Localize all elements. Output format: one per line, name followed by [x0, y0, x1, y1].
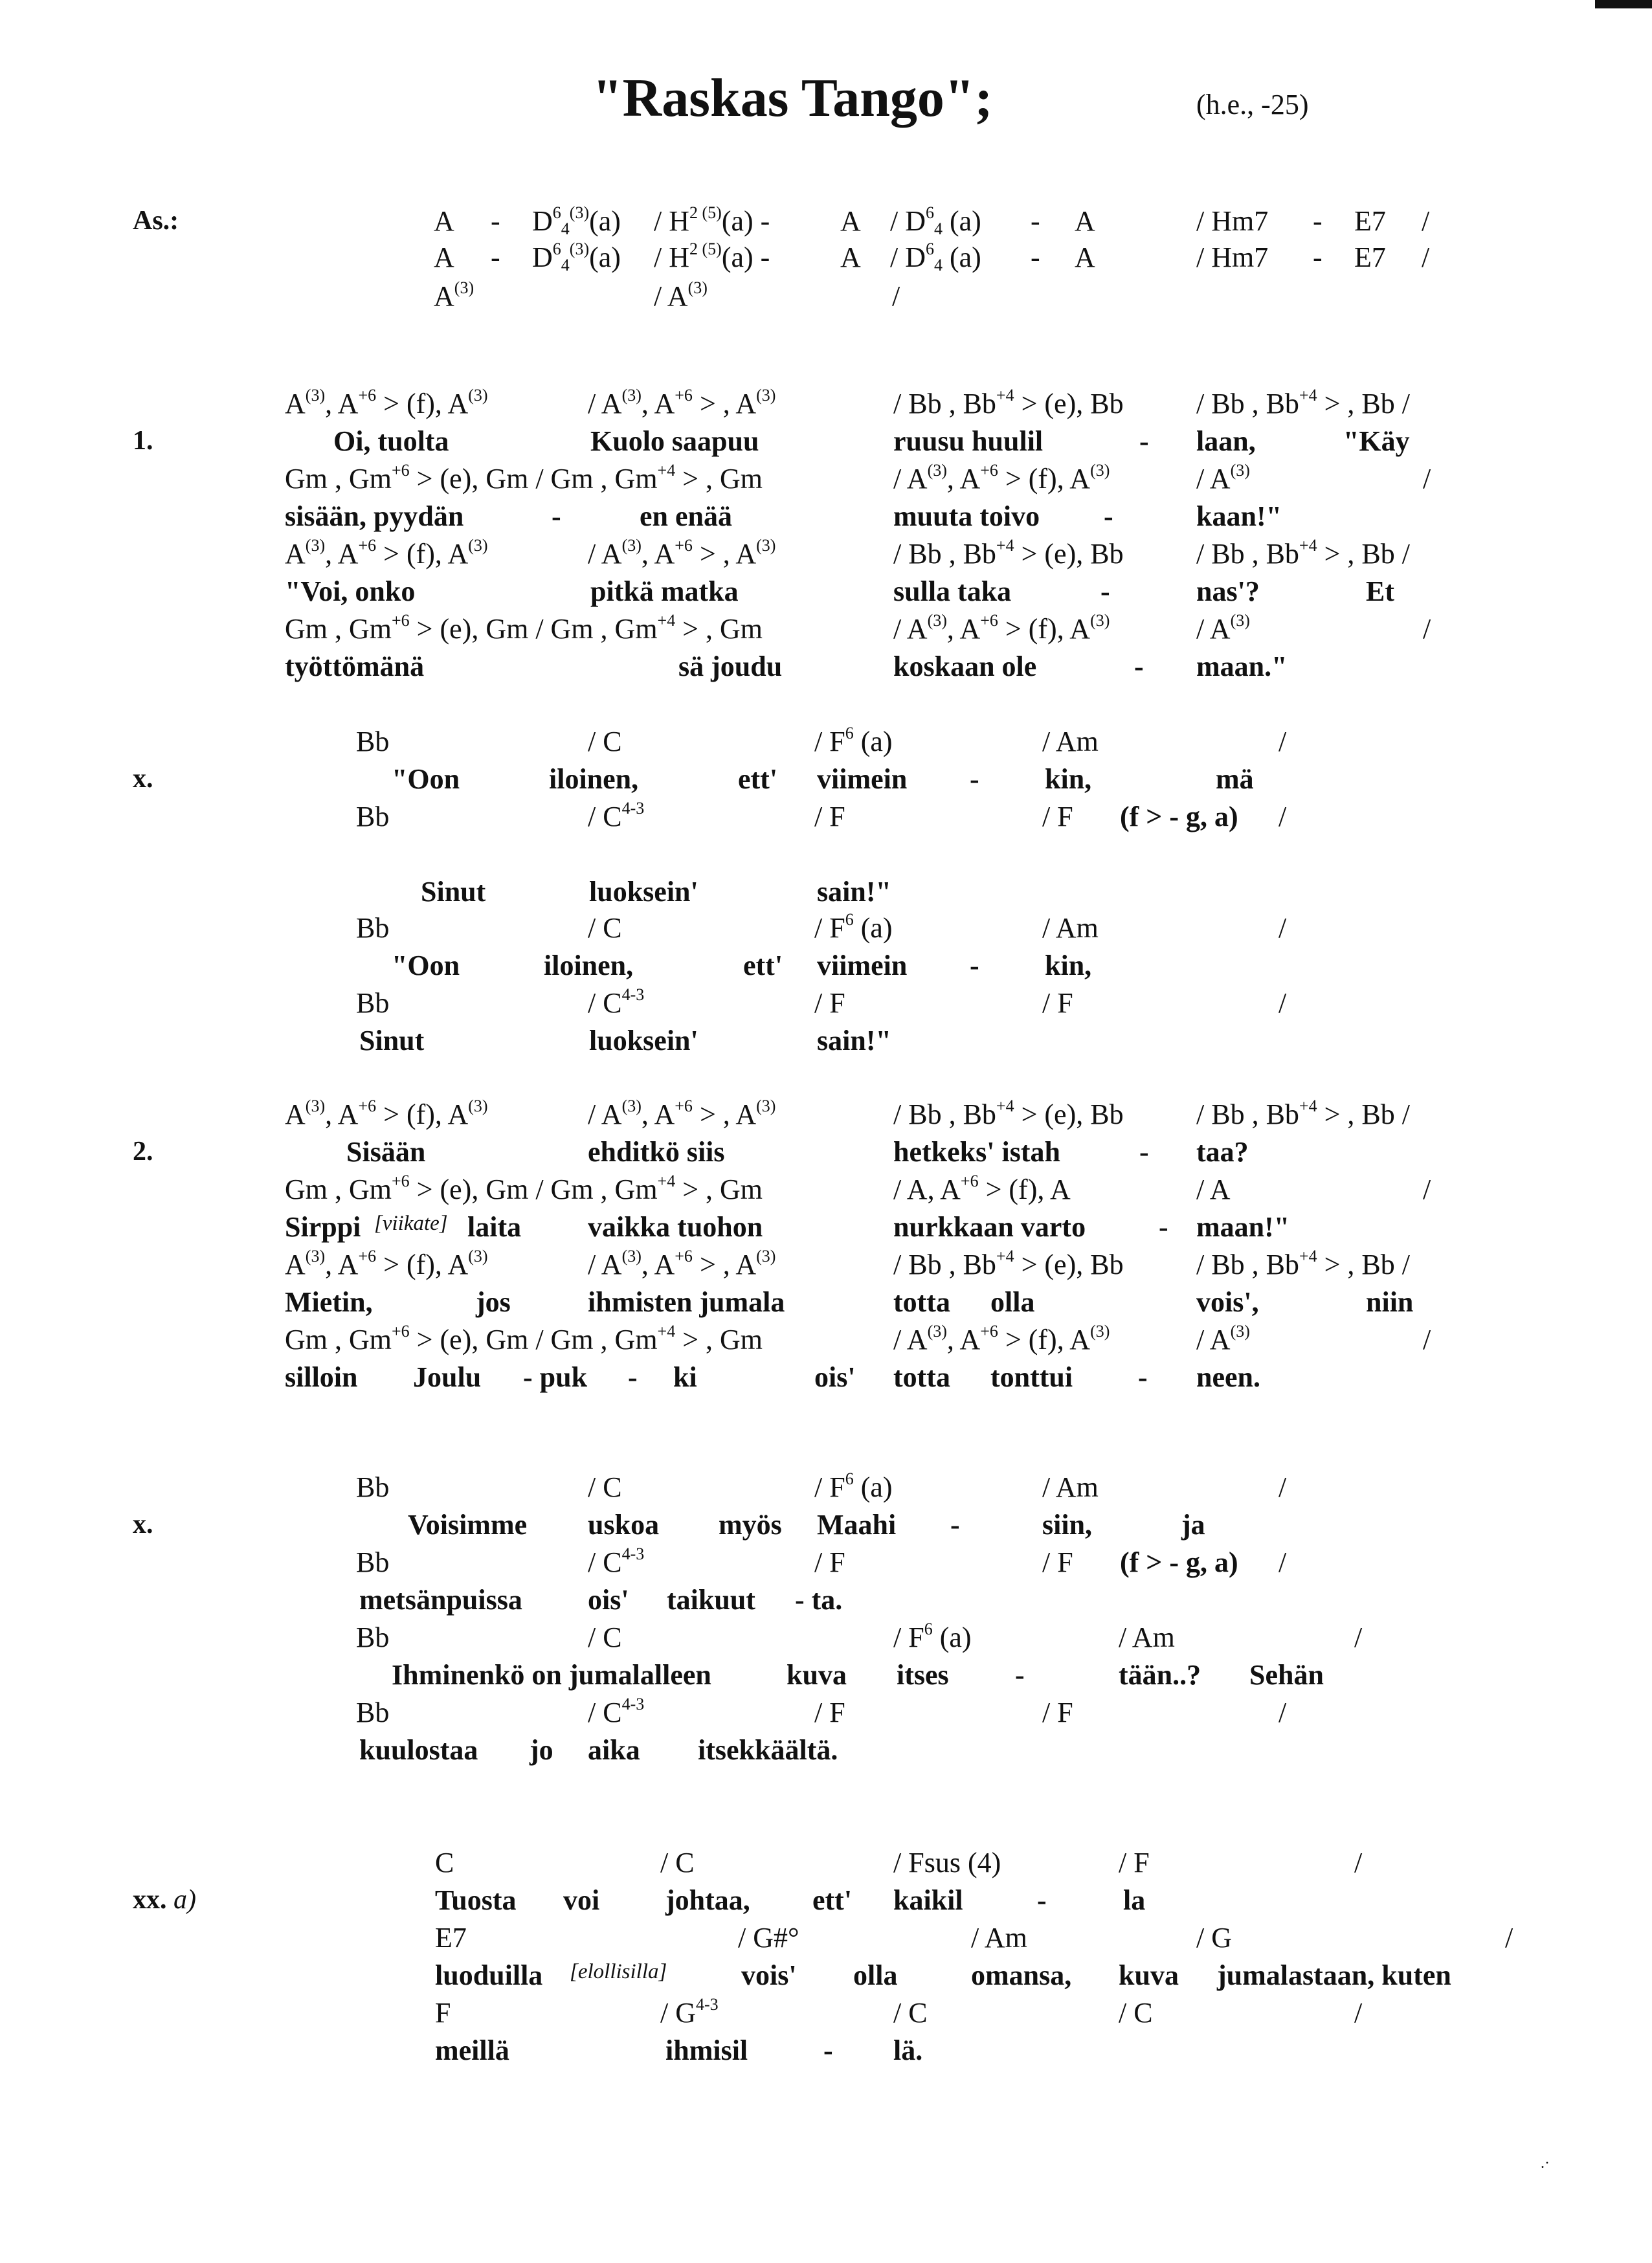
lyric: itsekkäältä. — [698, 1734, 838, 1766]
section-label-coda — [133, 1886, 196, 1913]
chord: / C — [588, 1471, 622, 1503]
chord-group: / Bb , $Bb^{+4}$ > , Bb / — [1196, 386, 1410, 419]
chord-dash: - — [1313, 205, 1323, 237]
chord: / $A^{(3)}$ — [654, 278, 708, 312]
lyric-hyphen: - — [628, 1361, 638, 1393]
lyric: taa? — [1196, 1136, 1249, 1168]
lyric: - puk — [523, 1361, 588, 1393]
lyric: uskoa — [588, 1509, 660, 1541]
chord: A — [1075, 241, 1095, 273]
lyric: ehditkö siis — [588, 1136, 725, 1168]
lyric: olla — [853, 1959, 898, 1991]
lyric: lä. — [893, 2034, 923, 2066]
lyric-hyphen: - — [970, 950, 979, 981]
chord: A — [1075, 205, 1095, 237]
lyric: "Oon — [392, 950, 460, 981]
chord: Bb — [356, 1697, 390, 1728]
lyric-hyphen: - — [1139, 425, 1149, 457]
chord-group: / A, $A^{+6} > (f)$, A — [893, 1172, 1071, 1205]
chord: A — [434, 205, 454, 237]
lyric-hyphen: - — [1104, 500, 1113, 532]
lyric: Ihminenkö on jumalalleen — [392, 1659, 711, 1691]
chord: / C — [1119, 1997, 1153, 2029]
lyric: koskaan ole — [893, 651, 1037, 682]
barline: / — [1422, 241, 1430, 273]
lyric: myös — [719, 1509, 782, 1541]
chord: / C — [893, 1997, 928, 2029]
lyric: viimein — [817, 763, 908, 795]
lyric: vois', — [1196, 1286, 1259, 1318]
chord: Bb — [356, 1471, 390, 1503]
barline: / — [1278, 912, 1287, 944]
chord: / F — [1042, 801, 1073, 832]
lyric: Tuosta — [435, 1884, 517, 1916]
chord: / Fsus (4) — [893, 1847, 1001, 1878]
chord-dash: - — [1031, 205, 1040, 237]
barline: / — [1354, 1847, 1363, 1878]
chord-group: / Bb , $Bb^{+4}$ > , Bb / — [1196, 1247, 1410, 1280]
chord: E7 — [1354, 241, 1386, 273]
chord: / Am — [1042, 912, 1099, 944]
chord: / F — [1042, 1546, 1073, 1578]
chord-group: / $A^{(3)}$, $A^{+6}$ > , $A^{(3)}$ — [588, 536, 776, 570]
chord: Bb — [356, 1622, 390, 1653]
lyric: voi — [563, 1884, 600, 1916]
lyric: la — [1123, 1884, 1146, 1916]
lyric: työttömänä — [285, 651, 425, 682]
lyric: meillä — [435, 2034, 509, 2066]
chord-group: / $A^{(3)}$, $A^{+6} > (f)$, $A^{(3)}$ — [893, 1322, 1110, 1355]
song-title: "Raskas Tango"; — [592, 68, 993, 128]
lyric-hyphen: - — [1100, 575, 1110, 607]
chord: / $C^{4-3}$ — [588, 985, 645, 1019]
lyric-hyphen: - — [1134, 651, 1144, 682]
lyric: niin — [1366, 1286, 1414, 1318]
section-label-verse1: 1. — [133, 426, 153, 456]
lyric: pitkä matka — [590, 575, 739, 607]
chord-group: / $A^{(3)}$ — [1196, 1322, 1250, 1355]
lyric: metsänpuissa — [359, 1584, 522, 1616]
chord-group: Gm , $Gm^{+6} > (e)$, Gm / Gm , $Gm^{+4}$ > , Gm — [285, 611, 763, 645]
chord: A — [840, 241, 861, 273]
lyric: olla — [990, 1286, 1035, 1318]
lyric-hyphen: - — [1138, 1361, 1148, 1393]
lyric: sisään, pyydän — [285, 500, 464, 532]
lyric: itses — [897, 1659, 949, 1691]
lyric: Et — [1366, 575, 1394, 607]
lyric: sä joudu — [678, 651, 783, 682]
lyric: sulla taka — [893, 575, 1012, 607]
chord: / Am — [1042, 1471, 1099, 1503]
chord-dash: - — [491, 241, 500, 273]
chord: Bb — [356, 726, 390, 757]
chord: / C — [588, 1622, 622, 1653]
lyric-hyphen: - — [950, 1509, 960, 1541]
chord-group: / $A^{(3)}$, $A^{+6}$ > , $A^{(3)}$ — [588, 1097, 776, 1130]
chord-dash: - — [1313, 241, 1323, 273]
stray-mark: .· — [1541, 2155, 1550, 2172]
chord-group: $A^{(3)}$, $A^{+6} > (f)$, $A^{(3)}$ — [285, 536, 488, 570]
chord: / $G^{4-3}$ — [660, 1995, 719, 2029]
chord: / F — [814, 1697, 845, 1728]
barline: / — [1423, 463, 1431, 495]
barline: / — [1354, 1997, 1363, 2029]
lyric: Maahi — [817, 1509, 897, 1541]
lyric: kaan!" — [1196, 500, 1282, 532]
chord: / G — [1196, 1922, 1232, 1954]
section-label-chorus2: x. — [133, 1510, 153, 1539]
chord: / Am — [1042, 726, 1099, 757]
chord: / $D^6_4$ (a) — [890, 203, 981, 238]
chord: / $F^6$ (a) — [814, 910, 893, 944]
lyric: en enää — [640, 500, 732, 532]
lyric-hyphen: - — [1159, 1211, 1168, 1243]
chord: / F — [814, 801, 845, 832]
barline: / — [1423, 613, 1431, 645]
chord: / F — [814, 987, 845, 1019]
barline: / — [1354, 1622, 1363, 1653]
chord: / F — [1119, 1847, 1150, 1878]
barline: / — [1422, 205, 1430, 237]
chord: F — [435, 1997, 451, 2029]
lyric-hyphen: - — [1139, 1136, 1149, 1168]
chord: Bb — [356, 987, 390, 1019]
chord-group: / $A^{(3)}$, $A^{+6}$ > , $A^{(3)}$ — [588, 386, 776, 419]
chord: $D^6_4^{(3)}(a)$ — [532, 240, 621, 274]
barline: / — [1278, 1546, 1287, 1578]
chord: A — [840, 205, 861, 237]
section-label-intro: As.: — [133, 206, 179, 236]
chord: / Am — [1119, 1622, 1175, 1653]
chord: / F — [1042, 987, 1073, 1019]
barline: / — [1278, 1697, 1287, 1728]
barline: / — [1423, 1174, 1431, 1205]
lyric: kin, — [1045, 950, 1092, 981]
chord: / Am — [971, 1922, 1027, 1954]
chord: / $H^{2 (5)}(a)$ - — [654, 203, 770, 237]
scan-edge-mark — [1595, 0, 1652, 8]
coda-label: xx. — [133, 1885, 167, 1915]
chord: / Hm7 — [1196, 205, 1269, 237]
barline: / — [1423, 1324, 1431, 1355]
chord: / $F^6$ (a) — [814, 724, 893, 757]
lyric: kuulostaa — [359, 1734, 478, 1766]
lyric: "Voi, onko — [285, 575, 416, 607]
lyric: iloinen, — [549, 763, 639, 795]
chord: $D^6_4^{(3)}(a)$ — [532, 203, 621, 238]
melody-note: (f > - g, a) — [1120, 801, 1238, 832]
chord-group: $A^{(3)}$, $A^{+6} > (f)$, $A^{(3)}$ — [285, 386, 488, 419]
lyric: totta — [893, 1286, 950, 1318]
lyric: ki — [673, 1361, 697, 1393]
lyric: sain!" — [817, 1025, 891, 1056]
lyric: nurkkaan varto — [893, 1211, 1086, 1243]
lyric: kaikil — [893, 1884, 963, 1916]
lyric: vois' — [741, 1959, 797, 1991]
chord-group: / Bb , $Bb^{+4} > (e)$, Bb — [893, 1247, 1124, 1280]
lyric: Sehän — [1249, 1659, 1324, 1691]
chord-group: $A^{(3)}$, $A^{+6} > (f)$, $A^{(3)}$ — [285, 1247, 488, 1280]
coda-sublabel: a) — [173, 1885, 196, 1915]
chord-group: / Bb , $Bb^{+4} > (e)$, Bb — [893, 536, 1124, 570]
chord: Bb — [356, 801, 390, 832]
section-label-chorus1: x. — [133, 764, 153, 794]
lyric-hyphen: - — [970, 763, 979, 795]
chord: / C — [588, 726, 622, 757]
lyric: jo — [530, 1734, 553, 1766]
chord: E7 — [435, 1922, 467, 1954]
lyric: luoksein' — [589, 1025, 698, 1056]
lyric: Sinut — [359, 1025, 425, 1056]
lyric: neen. — [1196, 1361, 1260, 1393]
lyric: muuta toivo — [893, 500, 1040, 532]
chord: / $C^{4-3}$ — [588, 1544, 645, 1578]
lyric: kuva — [787, 1659, 847, 1691]
chord-group: / $A^{(3)}$ — [1196, 611, 1250, 645]
lyric: laita — [467, 1211, 522, 1243]
barline: / — [1278, 801, 1287, 832]
lyric: laan, — [1196, 425, 1256, 457]
chord: / G#° — [738, 1922, 799, 1954]
barline: / — [1505, 1922, 1513, 1954]
lyric: kuva — [1119, 1959, 1179, 1991]
chord: / $D^6_4$ (a) — [890, 240, 981, 274]
chord-group: / Bb , $Bb^{+4}$ > , Bb / — [1196, 536, 1410, 570]
lyric: kin, — [1045, 763, 1092, 795]
lyric-hyphen: - — [823, 2034, 833, 2066]
chord: / F — [1042, 1697, 1073, 1728]
lyric: johtaa, — [665, 1884, 750, 1916]
chord-group: / A — [1196, 1174, 1231, 1205]
lyric: mä — [1216, 763, 1254, 795]
lyric: hetkeks' istah — [893, 1136, 1060, 1168]
lyric-hyphen: - — [1037, 1884, 1047, 1916]
lyric: "Käy — [1343, 425, 1410, 457]
chord-group: $A^{(3)}$, $A^{+6} > (f)$, $A^{(3)}$ — [285, 1097, 488, 1130]
lyric: jumalastaan, kuten — [1217, 1959, 1451, 1991]
lyric: ois' — [814, 1361, 856, 1393]
barline: / — [892, 280, 900, 312]
lyric: siin, — [1042, 1509, 1093, 1541]
melody-note: (f > - g, a) — [1120, 1546, 1238, 1578]
chord: C — [435, 1847, 454, 1878]
chord-group: Gm , $Gm^{+6} > (e)$, Gm / Gm , $Gm^{+4}$ > , Gm — [285, 1172, 763, 1205]
chord: / F — [814, 1546, 845, 1578]
chord-group: / $A^{(3)}$ — [1196, 461, 1250, 495]
chord-group: Gm , $Gm^{+6} > (e)$, Gm / Gm , $Gm^{+4}$ > , Gm — [285, 1322, 763, 1355]
chord: / C — [588, 912, 622, 944]
chord-group: / Bb , $Bb^{+4}$ > , Bb / — [1196, 1097, 1410, 1130]
lyric: "Oon — [392, 763, 460, 795]
chord-group: / $A^{(3)}$, $A^{+6}$ > , $A^{(3)}$ — [588, 1247, 776, 1280]
chord: / $C^{4-3}$ — [588, 799, 645, 832]
lyric: maan." — [1196, 651, 1288, 682]
lyric: ihmisil — [665, 2034, 748, 2066]
lyric: - ta. — [795, 1584, 843, 1616]
lyric: Sirppi — [285, 1211, 361, 1243]
lyric-annotation: [elollisilla] — [570, 1960, 667, 1983]
lyric: maan!" — [1196, 1211, 1290, 1243]
lyric: aika — [588, 1734, 640, 1766]
lyric: ja — [1181, 1509, 1205, 1541]
lyric: luoduilla — [435, 1959, 543, 1991]
chord-dash: - — [1031, 241, 1040, 273]
lyric: Sinut — [421, 876, 486, 908]
chord-dash: - — [491, 205, 500, 237]
lyric: silloin — [285, 1361, 358, 1393]
lyric: tonttui — [990, 1361, 1073, 1393]
lyric: ihmisten jumala — [588, 1286, 785, 1318]
section-label-verse2: 2. — [133, 1137, 153, 1166]
attribution: (h.e., -25) — [1196, 89, 1309, 120]
lyric: Voisimme — [408, 1509, 528, 1541]
chord: Bb — [356, 912, 390, 944]
barline: / — [1278, 1471, 1287, 1503]
chord: / $C^{4-3}$ — [588, 1695, 645, 1728]
lyric: ruusu huulil — [893, 425, 1044, 457]
lyric: omansa, — [971, 1959, 1072, 1991]
lyric: ett' — [738, 763, 778, 795]
lyric: iloinen, — [544, 950, 634, 981]
lyric: ett' — [812, 1884, 853, 1916]
lyric: jos — [476, 1286, 511, 1318]
lyric: nas'? — [1196, 575, 1260, 607]
lyric: Mietin, — [285, 1286, 373, 1318]
lyric: viimein — [817, 950, 908, 981]
chord-group: Gm , $Gm^{+6} > (e)$, Gm / Gm , $Gm^{+4}$ > , Gm — [285, 461, 763, 495]
lyric: ois' — [588, 1584, 629, 1616]
lyric: taikuut — [667, 1584, 755, 1616]
lyric: vaikka tuohon — [588, 1211, 763, 1243]
chord: / Hm7 — [1196, 241, 1269, 273]
lyric: Oi, tuolta — [333, 425, 449, 457]
lyric-hyphen: - — [552, 500, 561, 532]
lyric-hyphen: - — [1015, 1659, 1025, 1691]
chord: A — [434, 241, 454, 273]
lyric: Sisään — [346, 1136, 426, 1168]
lyric: Kuolo saapuu — [590, 425, 759, 457]
chord: / $H^{2 (5)}(a)$ - — [654, 240, 770, 273]
lyric: luoksein' — [589, 876, 698, 908]
lyric-annotation: [viikate] — [374, 1212, 448, 1235]
chord: E7 — [1354, 205, 1386, 237]
chord: / C — [660, 1847, 695, 1878]
chord: $A^{(3)}$ — [434, 278, 474, 312]
barline: / — [1278, 726, 1287, 757]
lyric: totta — [893, 1361, 950, 1393]
chord-group: / $A^{(3)}$, $A^{+6} > (f)$, $A^{(3)}$ — [893, 461, 1110, 495]
chord-group: / $A^{(3)}$, $A^{+6} > (f)$, $A^{(3)}$ — [893, 611, 1110, 645]
chord: / $F^6$ (a) — [814, 1469, 893, 1503]
chord: / $F^6$ (a) — [893, 1620, 972, 1653]
chord-group: / Bb , $Bb^{+4} > (e)$, Bb — [893, 1097, 1124, 1130]
lyric: sain!" — [817, 876, 891, 908]
lyric: ett' — [743, 950, 783, 981]
chord-group: / Bb , $Bb^{+4} > (e)$, Bb — [893, 386, 1124, 419]
lyric: Joulu — [413, 1361, 482, 1393]
barline: / — [1278, 987, 1287, 1019]
chord: Bb — [356, 1546, 390, 1578]
lyric: tään..? — [1119, 1659, 1201, 1691]
